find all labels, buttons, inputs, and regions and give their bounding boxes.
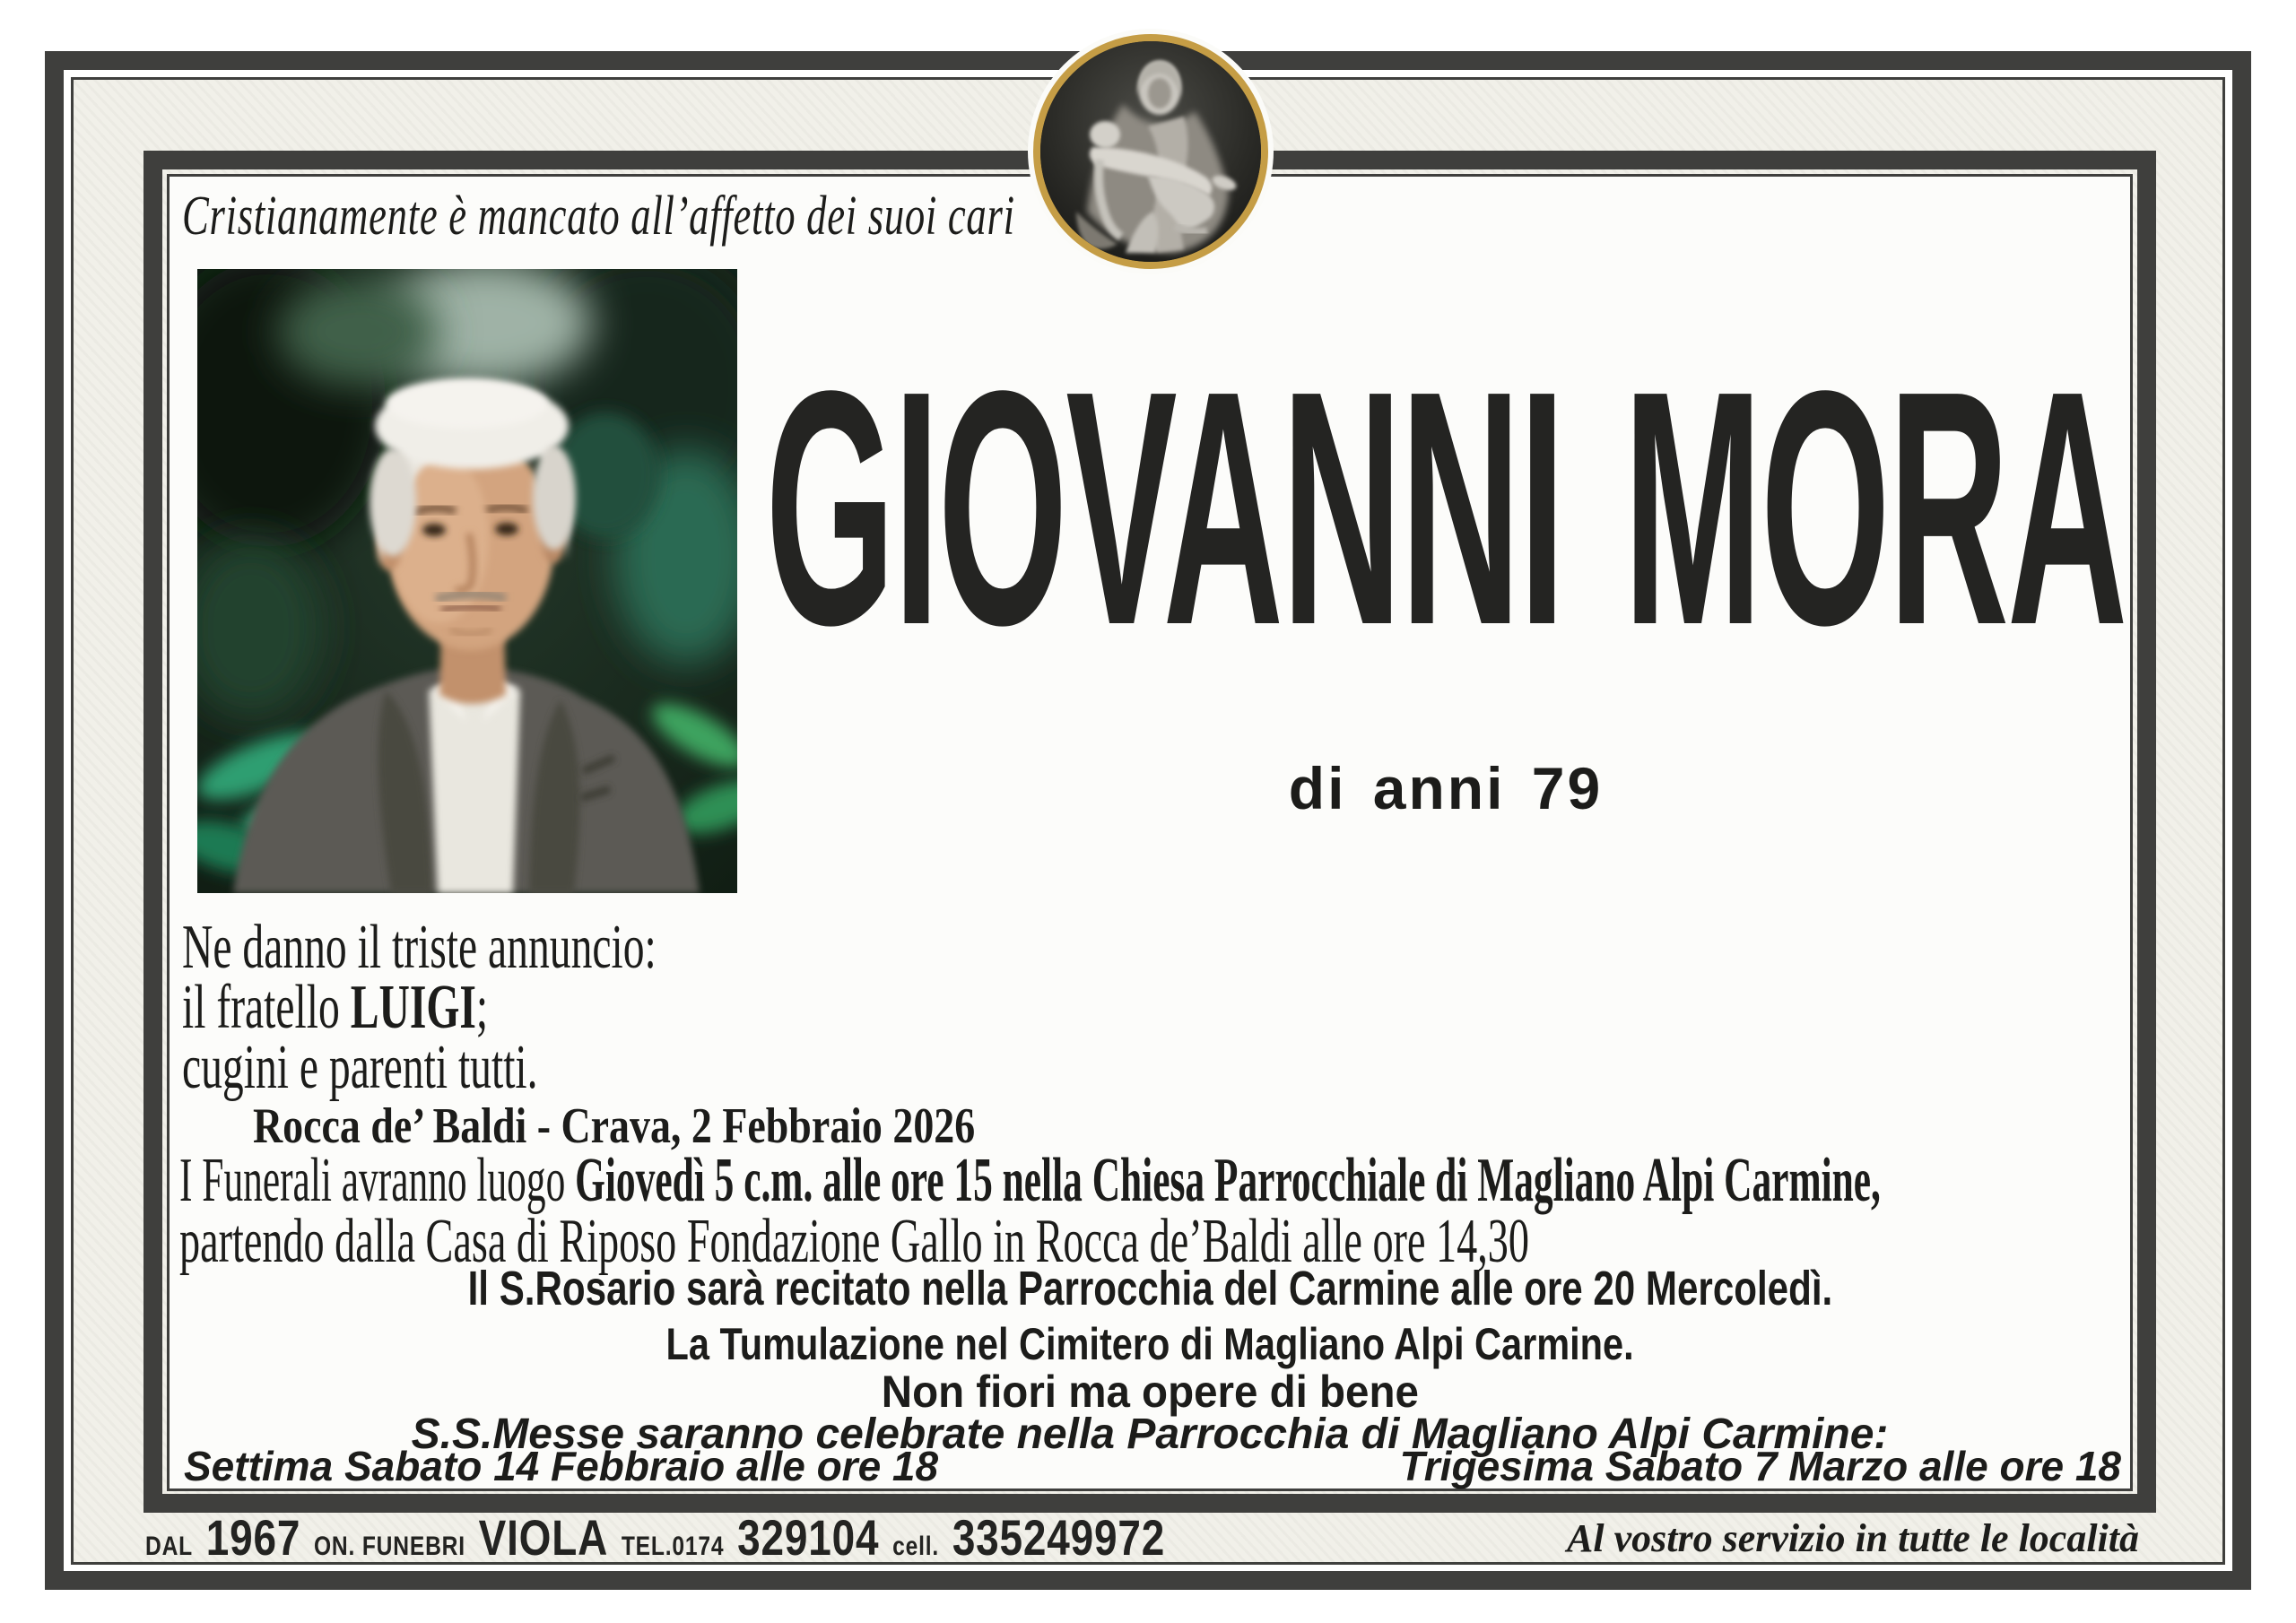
pieta-sculpture-icon (1040, 41, 1261, 262)
masses-intro-text: S.S.Messe saranno celebrate nella Parrocchia di Magliano Alpi Carmine: (411, 1410, 1889, 1458)
telephone-number: 329104 (737, 1509, 880, 1566)
rosary-line (170, 1264, 2130, 1313)
announcement-line-2-text (182, 973, 489, 1042)
trigesima-mass-text: Trigesima Sabato 7 Marzo alle ore 18 (1399, 1443, 2121, 1489)
burial-line-text: La Tumulazione nel Cimitero di Magliano Alpi Carmine. (665, 1319, 1634, 1369)
deceased-name (762, 321, 2129, 694)
deceased-name-text: GIOVANNI MORA (765, 321, 2126, 694)
no-flowers-line-text: Non fiori ma opere di bene (881, 1367, 1419, 1417)
rosary-line-text: Il S.Rosario sarà recitato nella Parrocchia del Carmine alle ore 20 Mercoledì. (467, 1262, 1832, 1315)
since-year: 1967 (205, 1509, 301, 1566)
funeral-home-info (145, 1508, 1165, 1567)
telephone-label: TEL.0174 (621, 1532, 725, 1561)
no-flowers-line (170, 1367, 2130, 1417)
relative-name: LUIGI (350, 973, 476, 1042)
company-label: ON. FUNEBRI (313, 1532, 465, 1561)
funeral-line-1 (179, 1146, 2296, 1215)
portrait-image (197, 269, 737, 893)
cell-label: cell. (892, 1532, 940, 1561)
script-header: Cristianamente è mancato all’affetto dei suoi cari (182, 186, 1015, 247)
cell-number: 335249972 (952, 1509, 1166, 1566)
masses-schedule-line (184, 1445, 2121, 1487)
announcement-line-3-text: cugini e parenti tutti. (182, 1033, 538, 1102)
announcement-line-1 (182, 913, 880, 982)
relation-punctuation: ; (475, 973, 489, 1042)
funeral-line-1-regular: I Funerali avranno luogo (179, 1146, 576, 1215)
company-name: VIOLA (478, 1509, 609, 1566)
burial-line (170, 1319, 2130, 1369)
funeral-line-1-text (179, 1146, 1881, 1215)
announcement-line-1-text: Ne danno il triste annuncio: (182, 913, 657, 982)
announcement-line-3 (182, 1033, 705, 1102)
age-line: di anni 79 (1288, 755, 1604, 821)
announcement-line-2 (182, 973, 632, 1042)
funeral-line-1-bold: Giovedì 5 c.m. alle ore 15 nella Chiesa Parrocchiale di Magliano Alpi Carmine, (575, 1146, 1881, 1215)
service-tagline: Al vostro servizio in tutte le località (1567, 1516, 2139, 1560)
relation-label: il fratello (182, 973, 351, 1042)
funeral-line-2-text: partendo dalla Casa di Riposo Fondazione Gallo in Rocca de’Baldi alle ore 14,30 (179, 1207, 1529, 1276)
place-dateline (253, 1098, 1134, 1154)
portrait-photo (197, 269, 737, 893)
since-label: DAL (145, 1532, 194, 1561)
place-dateline-text: Rocca de’ Baldi - Crava, 2 Febbraio 2026 (253, 1098, 976, 1154)
settima-mass-text: Settima Sabato 14 Febbraio alle ore 18 (184, 1443, 939, 1489)
pieta-medallion (1033, 34, 1268, 269)
